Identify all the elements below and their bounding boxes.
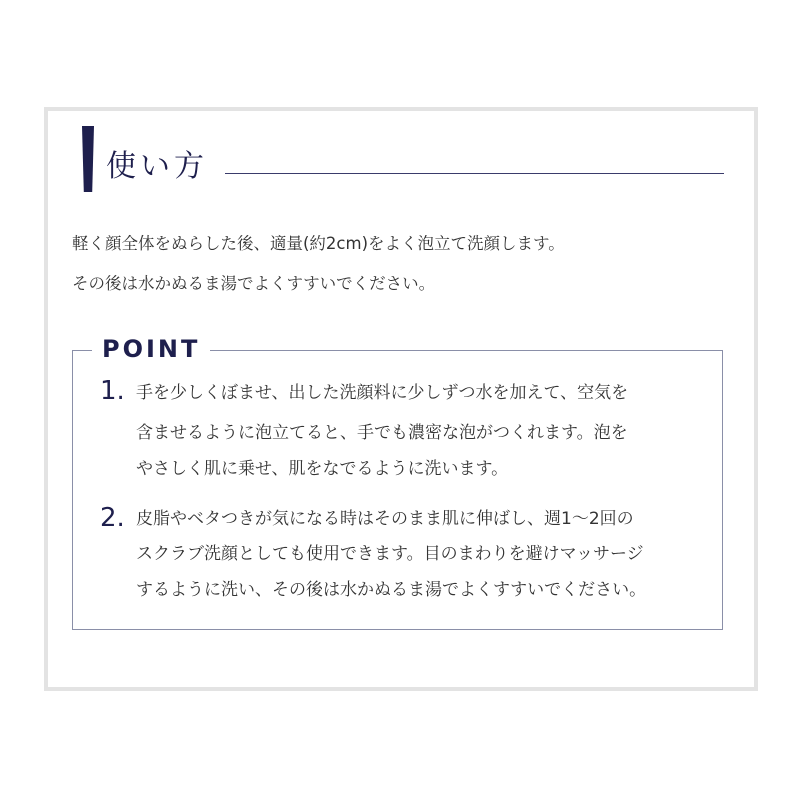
point-1-line-2: 含ませるように泡立てると、手でも濃密な泡がつくれます。泡を <box>136 423 628 443</box>
intro-line-1: 軽く顔全体をぬらした後、適量(約2cm)をよく泡立て洗顔します。 <box>72 234 565 253</box>
point-title: POINT <box>92 334 210 364</box>
point-2-line-3: するように洗い、その後は水かぬるま湯でよくすすいでください。 <box>136 580 647 600</box>
point-2-line-2: スクラブ洗顔としても使用できます。目のまわりを避けマッサージ <box>136 544 644 564</box>
point-1-line-3: やさしく肌に乗せ、肌をなでるように洗います。 <box>136 459 509 479</box>
intro-line-2: その後は水かぬるま湯でよくすすいでください。 <box>72 274 436 293</box>
point-number-1: 1. <box>100 376 125 406</box>
point-number-2: 2. <box>100 503 125 533</box>
heading-divider <box>225 173 724 174</box>
point-2-line-1: 皮脂やベタつきが気になる時はそのまま肌に伸ばし、週1〜2回の <box>136 509 634 529</box>
section-heading: 使い方 <box>106 149 208 184</box>
heading-accent-bar <box>82 126 94 192</box>
point-1-line-1: 手を少しくぼませ、出した洗顔料に少しずつ水を加えて、空気を <box>136 383 629 403</box>
